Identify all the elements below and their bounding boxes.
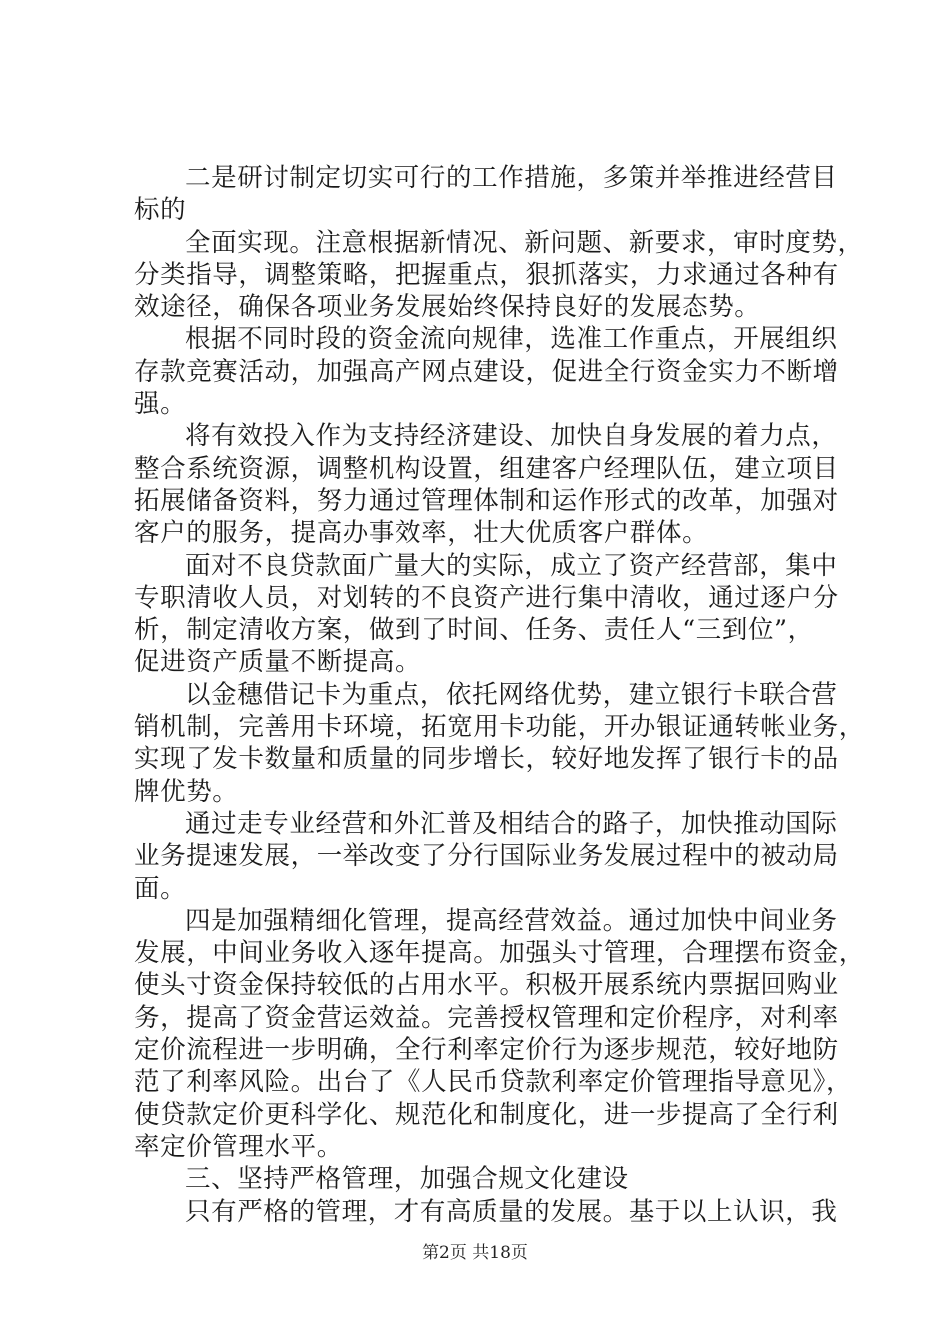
- text-line: 拓展储备资料，努力通过管理体制和运作形式的改革，加强对: [134, 485, 839, 516]
- text-line: 实现了发卡数量和质量的同步增长，较好地发挥了银行卡的品: [134, 744, 839, 775]
- text-line: 只有严格的管理，才有高质量的发展。基于以上认识，我: [185, 1196, 838, 1227]
- text-line: 将有效投入作为支持经济建设、加快自身发展的着力点，: [185, 421, 838, 452]
- text-line: 存款竞赛活动，加强高产网点建设，促进全行资金实力不断增: [134, 356, 839, 387]
- text-line: 以金穗借记卡为重点，依托网络优势，建立银行卡联合营: [185, 679, 838, 710]
- text-line: 务，提高了资金营运效益。完善授权管理和定价程序，对利率: [134, 1002, 839, 1033]
- text-line: 范了利率风险。出台了《人民币贷款利率定价管理指导意见》，: [134, 1067, 853, 1098]
- text-line: 促进资产质量不断提高。: [134, 647, 422, 678]
- paragraph: [134, 323, 839, 420]
- section-heading: [134, 1163, 834, 1195]
- text-line: 根据不同时段的资金流向规律，选准工作重点，开展组织: [185, 324, 838, 355]
- text-line: 效途径，确保各项业务发展始终保持良好的发展态势。: [134, 292, 761, 323]
- text-line: 标的: [134, 195, 187, 226]
- text-line: 分类指导，调整策略，把握重点，狠抓落实，力求通过各种有: [134, 259, 839, 290]
- text-line: 发展，中间业务收入逐年提高。加强头寸管理，合理摆布资金，: [134, 938, 865, 969]
- paragraph: [134, 808, 839, 905]
- paragraph: [134, 227, 864, 324]
- text-line: 二是研讨制定切实可行的工作措施，多策并举推进经营目: [185, 163, 838, 193]
- paragraph: [134, 1196, 838, 1228]
- text-line: 三、坚持严格管理，加强合规文化建设: [185, 1164, 629, 1195]
- text-line: 面。: [134, 873, 187, 904]
- text-line: 析，制定清收方案，做到了时间、任务、责任人“三到位”，: [134, 615, 814, 646]
- paragraph: [134, 905, 865, 1163]
- text-line: 销机制，完善用卡环境，拓宽用卡功能，开办银证通转帐业务，: [134, 712, 865, 743]
- text-line: 定价流程进一步明确，全行利率定价行为逐步规范，较好地防: [134, 1035, 839, 1066]
- text-line: 客户的服务，提高办事效率，壮大优质客户群体。: [134, 518, 709, 549]
- paragraph: [134, 162, 838, 227]
- text-line: 专职清收人员，对划转的不良资产进行集中清收，通过逐户分: [134, 582, 839, 613]
- text-line: 使贷款定价更科学化、规范化和制度化，进一步提高了全行利: [134, 1099, 839, 1130]
- paragraph: [134, 420, 839, 549]
- text-line: 使头寸资金保持较低的占用水平。积极开展系统内票据回购业: [134, 970, 839, 1001]
- paragraph: [134, 550, 839, 679]
- text-line: 面对不良贷款面广量大的实际，成立了资产经营部，集中: [185, 550, 838, 581]
- text-line: 牌优势。: [134, 776, 239, 807]
- text-line: 四是加强精细化管理，提高经营效益。通过加快中间业务: [185, 905, 838, 936]
- paragraph: [134, 679, 865, 808]
- text-line: 强。: [134, 389, 187, 420]
- text-line: 整合系统资源，调整机构设置，组建客户经理队伍，建立项目: [134, 453, 839, 484]
- page-number-footer: 第2页 共18页: [422, 1243, 528, 1263]
- text-line: 通过走专业经营和外汇普及相结合的路子，加快推动国际: [185, 808, 838, 839]
- document-body: [134, 162, 865, 1228]
- text-line: 业务提速发展，一举改变了分行国际业务发展过程中的被动局: [134, 841, 839, 872]
- text-line: 率定价管理水平。: [134, 1131, 343, 1162]
- text-line: 全面实现。注意根据新情况、新问题、新要求，审时度势，: [185, 227, 864, 258]
